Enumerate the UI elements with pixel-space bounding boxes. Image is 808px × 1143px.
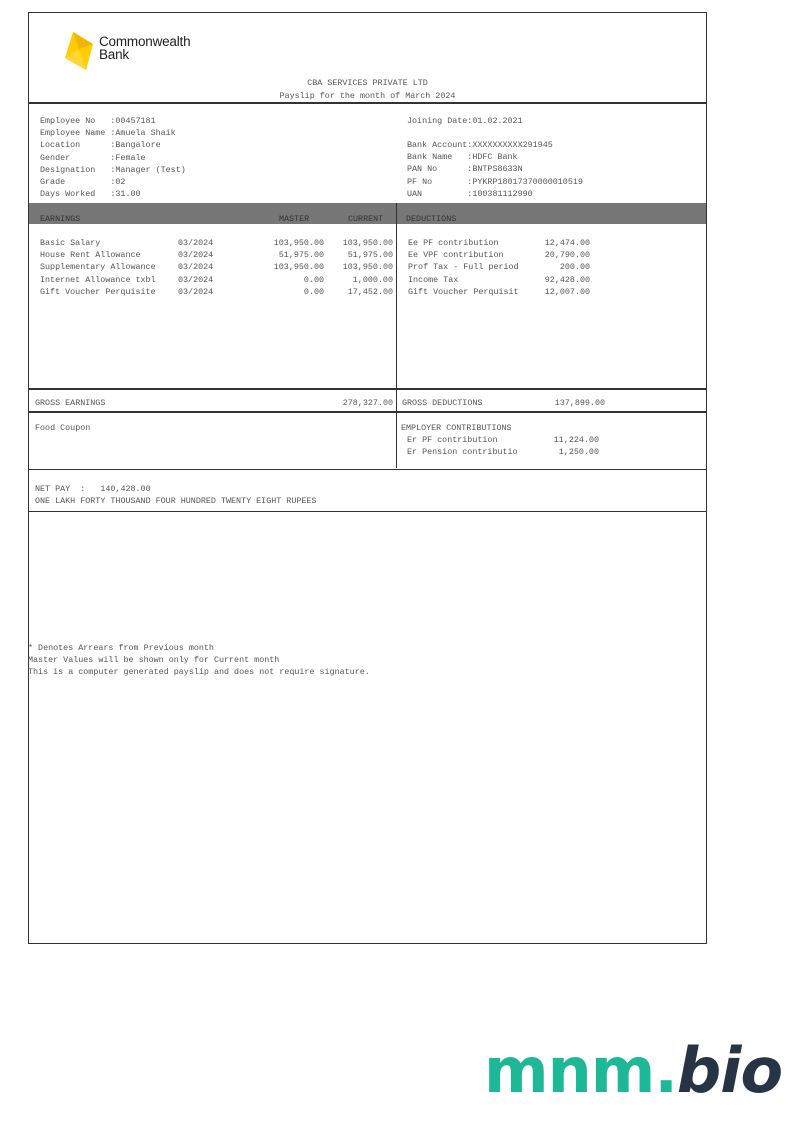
divider — [29, 388, 706, 390]
divider — [29, 411, 706, 413]
note-line: This is a computer generated payslip and does not require signature. — [28, 667, 370, 678]
employee-row: Location :Bangalore — [40, 140, 161, 151]
employee-row: Days Worked :31.00 — [40, 189, 141, 200]
earnings-heading: EARNINGS — [40, 214, 81, 224]
payslip-title: Payslip for the month of March 2024 — [279, 91, 456, 101]
bank-row: Bank Account:XXXXXXXXXX291945 — [407, 140, 553, 150]
food-coupon-label: Food Coupon — [35, 423, 91, 433]
bank-name-line1: Commonwealth — [99, 34, 191, 49]
gross-earnings-label: GROSS EARNINGS — [35, 398, 106, 408]
bank-row: UAN :100381112990 — [407, 188, 533, 199]
gross-earnings-value: 278,327.00 — [342, 398, 393, 408]
employee-row: Employee No :00457181 — [40, 116, 156, 126]
notes — [28, 642, 370, 679]
deductions-heading: DEDUCTIONS — [406, 214, 457, 224]
net-pay-value: 140,428.00 — [100, 484, 151, 494]
earnings-header-band — [29, 203, 706, 224]
company-name: CBA SERVICES PRIVATE LTD — [307, 78, 428, 88]
mnm-bio-watermark — [484, 1036, 782, 1106]
gross-deductions-label: GROSS DEDUCTIONS — [402, 398, 483, 408]
net-pay-words: ONE LAKH FORTY THOUSAND FOUR HUNDRED TWENTY EIGHT RUPEES — [35, 496, 317, 506]
bank-details — [407, 139, 583, 200]
employee-row: Gender :Female — [40, 152, 146, 163]
gross-deductions-value: 137,899.00 — [554, 398, 605, 408]
column-divider — [396, 389, 397, 411]
bank-row: Bank Name :HDFC Bank — [407, 152, 518, 163]
divider — [29, 511, 706, 512]
master-heading: MASTER — [279, 214, 310, 224]
column-divider — [396, 412, 397, 468]
column-divider — [396, 203, 397, 389]
divider — [29, 102, 706, 104]
current-heading: CURRENT — [348, 214, 384, 224]
divider — [29, 469, 706, 470]
bank-row: PAN No :BNTPS8633N — [407, 164, 523, 175]
bank-row: PF No :PYKRP18017370000010519 — [407, 176, 583, 187]
joining-date: Joining Date:01.02.2021 — [407, 116, 523, 126]
watermark-part2: bio — [676, 1034, 783, 1107]
employee-row: Designation :Manager (Test) — [40, 164, 186, 175]
bank-name — [99, 35, 190, 61]
employee-details — [40, 115, 186, 200]
note-line: * Denotes Arrears from Previous month — [28, 643, 214, 653]
employer-contributions-label: EMPLOYER CONTRIBUTIONS — [401, 423, 512, 433]
net-pay-label: NET PAY : — [35, 484, 86, 494]
watermark-part1: mnm. — [484, 1034, 677, 1107]
net-pay — [35, 483, 151, 495]
employee-row: Grade :02 — [40, 177, 126, 188]
employee-row: Employee Name :Amuela Shaik — [40, 128, 176, 139]
payslip-sheet: Commonwealth Bank CBA SERVICES PRIVATE LTD Payslip for the month of March 2024 Employee No :00457181 Employee Name :Amuela Shaik Location :Bangalore Gender :Female Designation :Manager (Test) Grade :02 Days Worked :31.00 Joining Date:01.02.2021 Bank Account:XXXXXXXXXX291945 Bank Name :HDFC Bank PAN No :BNTPS8633N PF No :PYKRP18017370000010519 UAN :100381112990 EARNINGS MASTER CURRENT DEDUCTIONS Basic Salary 03/2024 103,950.00 103,950.00 House Rent Allowance 03/2024 51,975.00 51,975.00 Supplementary Allowance 03/2024 103,950.00 103,950.00 Internet Allowance txbl 03/2024 0.00 1,000.00 Gift Voucher Perquisite 03/2024 0.00 17,452.00 Ee PF contribution 12,474.00 Ee VPF contribution 20,790.00 Prof Tax - Full period 200.00 Income Tax 92,428.00 Gift Voucher Perquisit 12,007.00 GROSS EARNINGS 278,327.00 GROSS DEDUCTIONS 137,899.00 Food Coupon EMPLOYER CONTRIBUTIONS Er PF contribution 11,224.00 Er Pension contributio 1,250.00 NET PAY : 140,428.00 ONE LAKH FORTY THOUSAND FOUR HUNDRED TWENTY EIGHT RUPEES * Denotes Arrears from Previous month Master Values will be shown only for Current month This is a computer generated payslip and does not require signature. — [28, 12, 707, 944]
note-line: Master Values will be shown only for Current month — [28, 655, 280, 666]
bank-name-line2: Bank — [99, 47, 129, 62]
